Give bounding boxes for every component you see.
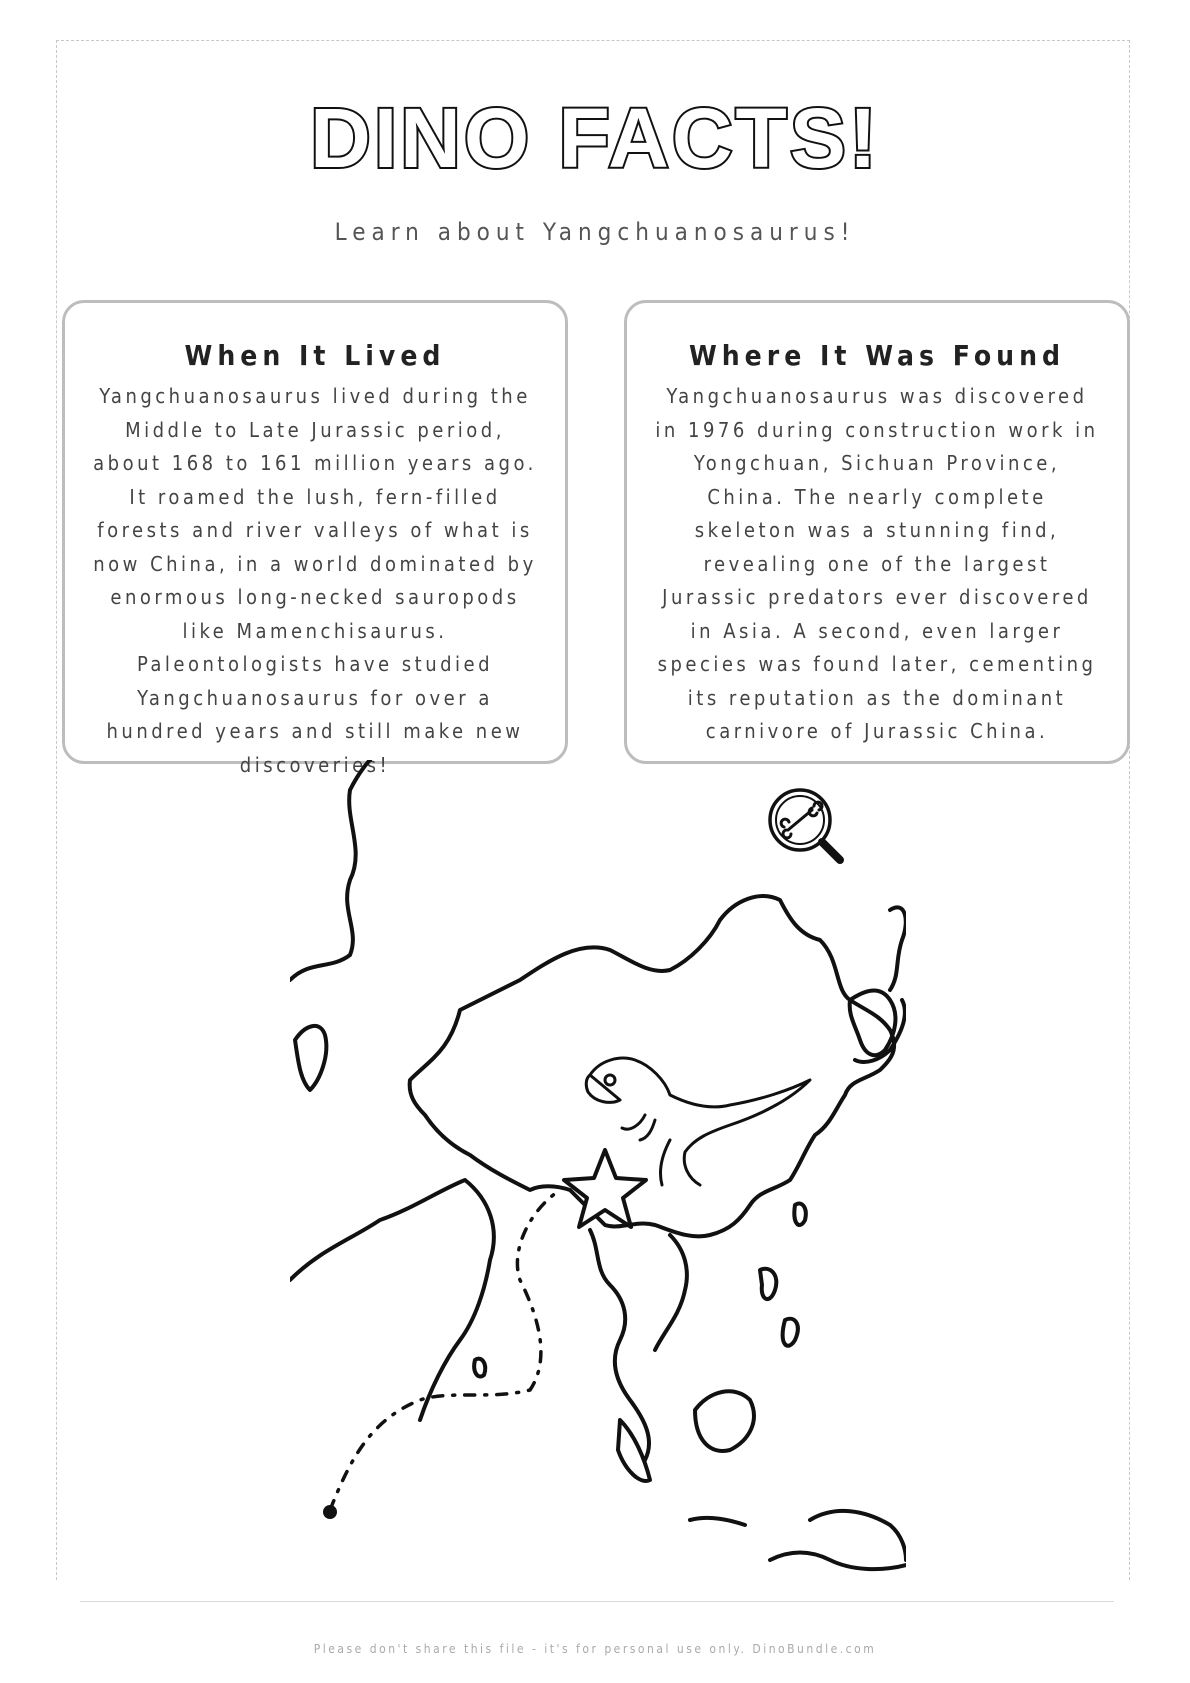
china-outline — [410, 896, 894, 1236]
coastline-west — [290, 760, 370, 980]
lake — [295, 1026, 326, 1090]
philippines-outline — [760, 1269, 798, 1346]
trail-start-dot — [323, 1505, 337, 1519]
star-marker-icon — [564, 1150, 646, 1227]
footer-note: Please don't share this file - it's for personal use only. DinoBundle.com — [313, 1642, 877, 1656]
card-when-it-lived — [62, 300, 568, 777]
dotted-trail — [330, 1190, 560, 1510]
java-outline — [690, 1518, 745, 1525]
magnifier-bone-icon — [770, 790, 840, 860]
sri-lanka-outline — [474, 1359, 485, 1377]
borneo-outline — [695, 1391, 754, 1451]
dinosaur-illustration — [586, 1058, 810, 1185]
card-heading: Where It Was Found — [688, 339, 1066, 372]
australia-outline — [770, 1553, 906, 1570]
japan-outline — [855, 907, 906, 1062]
card-where-it-was-found — [624, 300, 1130, 764]
svg-text:DINO FACTS!: DINO FACTS! — [310, 92, 880, 182]
korea-outline — [850, 991, 896, 1056]
asia-map — [290, 760, 906, 1580]
card-body: Yangchuanosaurus was discovered in 1976 during construction work in Yongchuan, Sichuan Province, China. The nearly complete skeleton was a stunning find, revealing one of the largest Jurassic predators ever discovered in Asia. A second, even larger species was found later, cementing its reputation as the dominant carnivore of Jurassic China. — [655, 384, 1099, 743]
vietnam-coast — [655, 1235, 687, 1350]
title-block — [0, 92, 1190, 182]
card-body: Yangchuanosaurus lived during the Middle to Late Jurassic period, about 168 to 161 million years ago. It roamed the lush, fern-filled forests and river valleys of what is now China, in a world dominated by enormous long-necked sauropods like Mamenchisaurus. Paleontologists have studied Yangchuanosaurus for over a hundred years and still make new discoveries! — [93, 384, 537, 777]
coastline-india — [290, 1180, 494, 1420]
card-heading: When It Lived — [184, 339, 446, 372]
taiwan-outline — [794, 1203, 805, 1225]
page-subtitle: Learn about Yangchuanosaurus! — [334, 218, 856, 246]
footer-divider — [80, 1601, 1114, 1602]
page-title — [275, 92, 915, 182]
new-guinea-outline — [810, 1511, 906, 1560]
